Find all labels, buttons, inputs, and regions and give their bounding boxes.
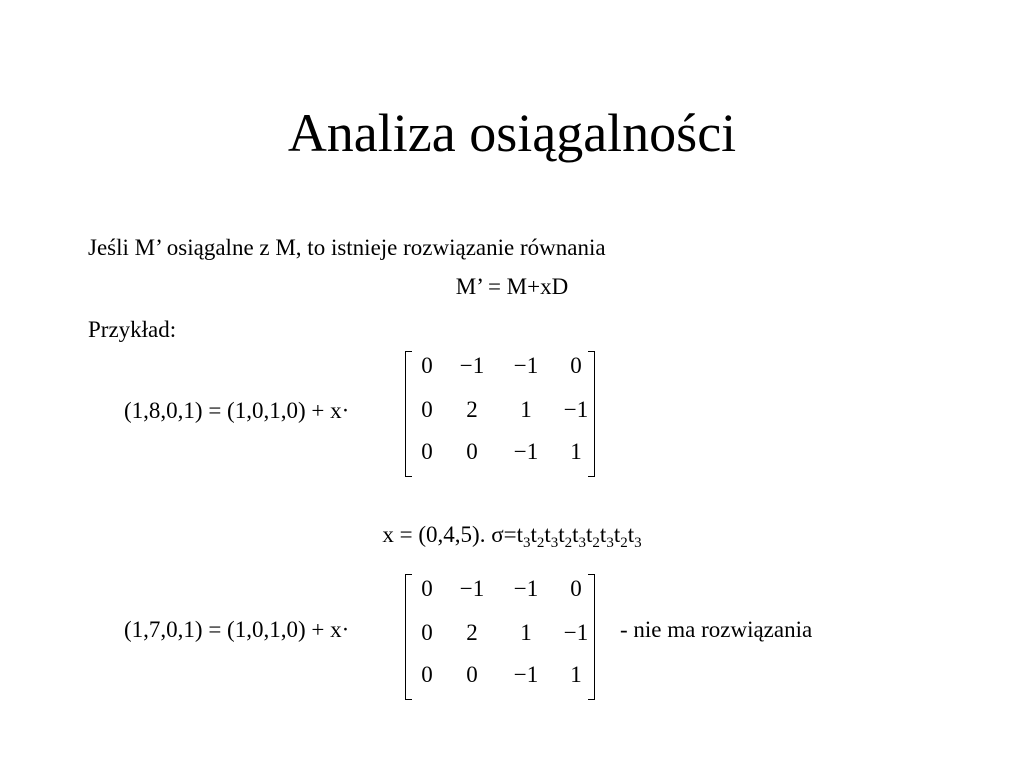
transition-symbol: t <box>530 522 537 547</box>
transition-symbol: t <box>544 522 551 547</box>
matrix-cell: 2 <box>466 397 478 422</box>
transition-symbol: t <box>516 522 523 547</box>
transition-subscript: 3 <box>578 535 587 551</box>
firing-sequence <box>516 522 642 551</box>
matrix-cell: −1 <box>459 353 485 378</box>
transition-symbol: t <box>558 522 565 547</box>
matrix-cell: 0 <box>466 662 478 687</box>
slide-title: Analiza osiągalności <box>287 103 737 163</box>
matrix-cell: −1 <box>459 576 485 601</box>
transition-symbol: t <box>599 522 607 547</box>
matrix-cell: −1 <box>513 662 539 687</box>
solution-line <box>0 520 1024 550</box>
example2-matrix <box>405 574 595 700</box>
transition-subscript: 3 <box>550 535 559 551</box>
matrix-cell: 0 <box>421 662 433 687</box>
matrix-cell: 0 <box>570 576 582 601</box>
matrix-cell: 1 <box>520 620 532 645</box>
matrix-cell: 1 <box>570 439 582 464</box>
matrix-cell: −1 <box>513 353 539 378</box>
matrix-cell: 0 <box>466 439 478 464</box>
matrix-cell: 1 <box>570 662 582 687</box>
matrix-cell: −1 <box>513 576 539 601</box>
no-solution-note: - nie ma rozwiązania <box>620 617 813 642</box>
transition-subscript: 3 <box>606 535 614 551</box>
matrix-cell: −1 <box>563 620 589 645</box>
transition-subscript: 2 <box>620 535 628 551</box>
solution-prefix: x = (0,4,5). σ= <box>382 522 517 547</box>
matrix-cell: 2 <box>466 620 478 645</box>
example2-lhs: (1,7,0,1) = (1,0,1,0) + x· <box>124 617 350 642</box>
matrix-cell: 1 <box>520 397 532 422</box>
matrix-cell: 0 <box>421 353 433 378</box>
matrix-cell: −1 <box>563 397 589 422</box>
example1-matrix <box>405 351 595 477</box>
matrix-cell: 0 <box>421 620 433 645</box>
matrix-cell: −1 <box>513 439 539 464</box>
example1-lhs: (1,8,0,1) = (1,0,1,0) + x· <box>124 398 350 423</box>
matrix-cell: 0 <box>421 576 433 601</box>
matrix-cell: 0 <box>421 439 433 464</box>
transition-subscript: 2 <box>564 535 573 551</box>
transition-subscript: 3 <box>522 535 531 551</box>
transition-symbol: t <box>627 522 635 547</box>
transition-subscript: 2 <box>536 535 545 551</box>
example-label: Przykład: <box>88 317 177 342</box>
intro-text: Jeśli M’ osiągalne z M, to istnieje rozwiązanie równania <box>88 235 606 260</box>
transition-subscript: 3 <box>634 535 642 551</box>
reachability-equation: M’ = M+xD <box>455 274 569 299</box>
transition-subscript: 2 <box>592 535 600 551</box>
transition-symbol: t <box>572 522 579 547</box>
matrix-cell: 0 <box>570 353 582 378</box>
transition-symbol: t <box>586 522 593 547</box>
matrix-cell: 0 <box>421 397 433 422</box>
transition-symbol: t <box>613 522 621 547</box>
